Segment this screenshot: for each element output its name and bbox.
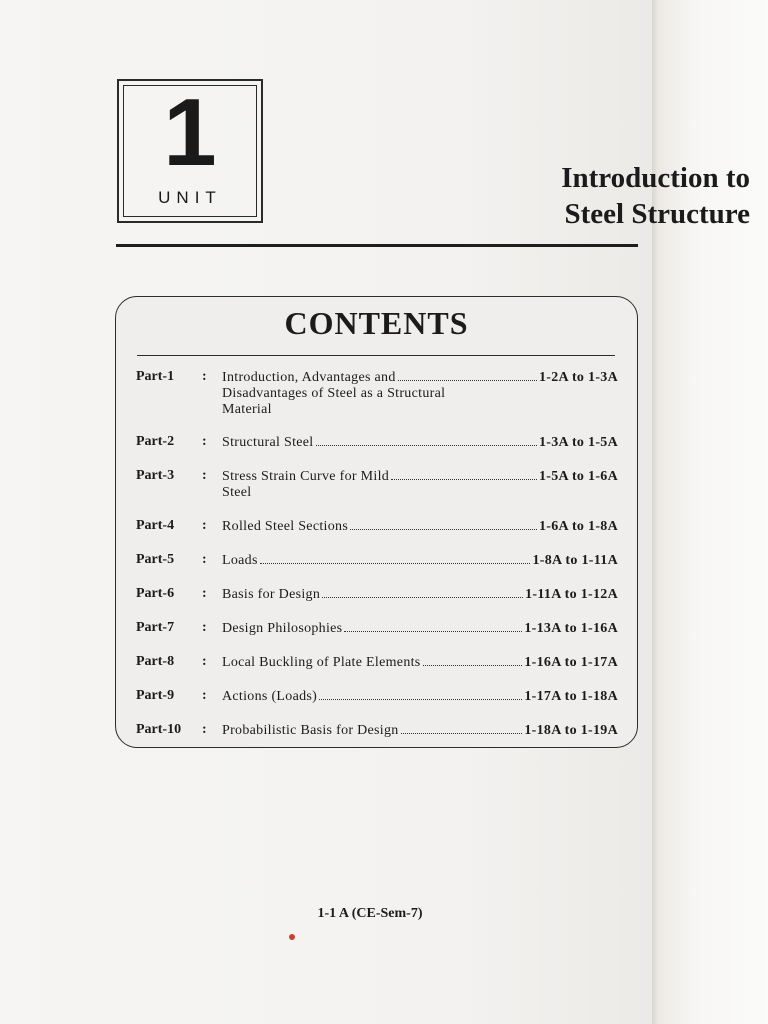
unit-badge <box>117 79 263 223</box>
toc-page-range: 1-2A to 1-3A <box>538 370 618 385</box>
toc-leader-dots <box>260 552 531 564</box>
toc-colon: : <box>202 518 207 533</box>
toc-page-range: 1-18A to 1-19A <box>524 723 618 738</box>
toc-part-label: Part-3 <box>136 468 175 483</box>
toc-entry <box>222 688 618 705</box>
toc-entry-title: Introduction, Advantages and <box>222 370 396 385</box>
toc-entry-title-cont: Disadvantages of Steel as a Structural <box>222 386 446 401</box>
toc-part-label: Part-10 <box>136 722 182 737</box>
toc-page-range: 1-11A to 1-12A <box>525 587 618 602</box>
toc-entry <box>222 654 618 671</box>
toc-colon: : <box>202 654 207 669</box>
toc-entry-title: Basis for Design <box>222 587 321 602</box>
toc-part-label: Part-2 <box>136 434 175 449</box>
toc-page-range: 1-17A to 1-18A <box>524 689 618 704</box>
toc-page-range: 1-13A to 1-16A <box>524 621 618 636</box>
toc-entry-title-cont: Material <box>222 402 272 417</box>
toc-leader-dots <box>398 369 537 381</box>
toc-leader-dots <box>423 654 523 666</box>
toc-entry-title-cont: Steel <box>222 485 252 500</box>
toc-entry-title: Structural Steel <box>222 435 314 450</box>
unit-title-line1: Introduction to <box>561 162 750 194</box>
toc-part-label: Part-4 <box>136 518 175 533</box>
unit-label: UNIT <box>158 188 222 207</box>
toc-page-range: 1-8A to 1-11A <box>532 553 618 568</box>
toc-page-range: 1-6A to 1-8A <box>538 519 618 534</box>
toc-part-label: Part-1 <box>136 369 175 384</box>
toc-entry-title: Loads <box>222 553 258 568</box>
toc-part-label: Part-8 <box>136 654 175 669</box>
toc-entry <box>222 552 618 569</box>
toc-entry-title: Probabilistic Basis for Design <box>222 723 399 738</box>
toc-entry-title: Stress Strain Curve for Mild <box>222 469 390 484</box>
toc-part-label: Part-6 <box>136 586 175 601</box>
toc-colon: : <box>202 468 207 483</box>
toc-entry <box>222 722 618 739</box>
toc-colon: : <box>202 620 207 635</box>
toc-colon: : <box>202 369 207 384</box>
toc-leader-dots <box>344 620 522 632</box>
toc-entry-title: Rolled Steel Sections <box>222 519 349 534</box>
page-gutter <box>652 0 768 1024</box>
toc-leader-dots <box>322 586 523 598</box>
unit-title <box>430 160 750 232</box>
toc-entry <box>222 369 618 418</box>
toc-part-label: Part-9 <box>136 688 175 703</box>
toc-entry <box>222 586 618 603</box>
toc-colon: : <box>202 688 207 703</box>
contents-heading: CONTENTS <box>284 305 469 341</box>
toc-part-label: Part-5 <box>136 552 175 567</box>
contents-divider <box>137 355 615 356</box>
toc-entry-title: Design Philosophies <box>222 621 343 636</box>
toc-entry <box>222 468 618 501</box>
toc-page-range: 1-16A to 1-17A <box>524 655 618 670</box>
unit-number: 1 <box>163 79 217 186</box>
toc-entry-title: Actions (Loads) <box>222 689 318 704</box>
title-divider <box>116 244 638 247</box>
toc-leader-dots <box>350 518 537 530</box>
toc-leader-dots <box>316 434 537 446</box>
toc-colon: : <box>202 434 207 449</box>
toc-entry <box>222 518 618 535</box>
toc-colon: : <box>202 586 207 601</box>
toc-leader-dots <box>319 688 522 700</box>
toc-entry <box>222 434 618 451</box>
toc-colon: : <box>202 722 207 737</box>
toc-leader-dots <box>391 468 537 480</box>
page-footer: 1-1 A (CE-Sem-7) <box>317 906 423 921</box>
ink-spot <box>289 934 295 940</box>
toc-entry-title: Local Buckling of Plate Elements <box>222 655 421 670</box>
toc-entry <box>222 620 618 637</box>
toc-part-label: Part-7 <box>136 620 175 635</box>
toc-leader-dots <box>401 722 523 734</box>
toc-page-range: 1-3A to 1-5A <box>538 435 618 450</box>
toc-colon: : <box>202 552 207 567</box>
unit-title-line2: Steel Structure <box>564 198 750 230</box>
toc-page-range: 1-5A to 1-6A <box>538 469 618 484</box>
